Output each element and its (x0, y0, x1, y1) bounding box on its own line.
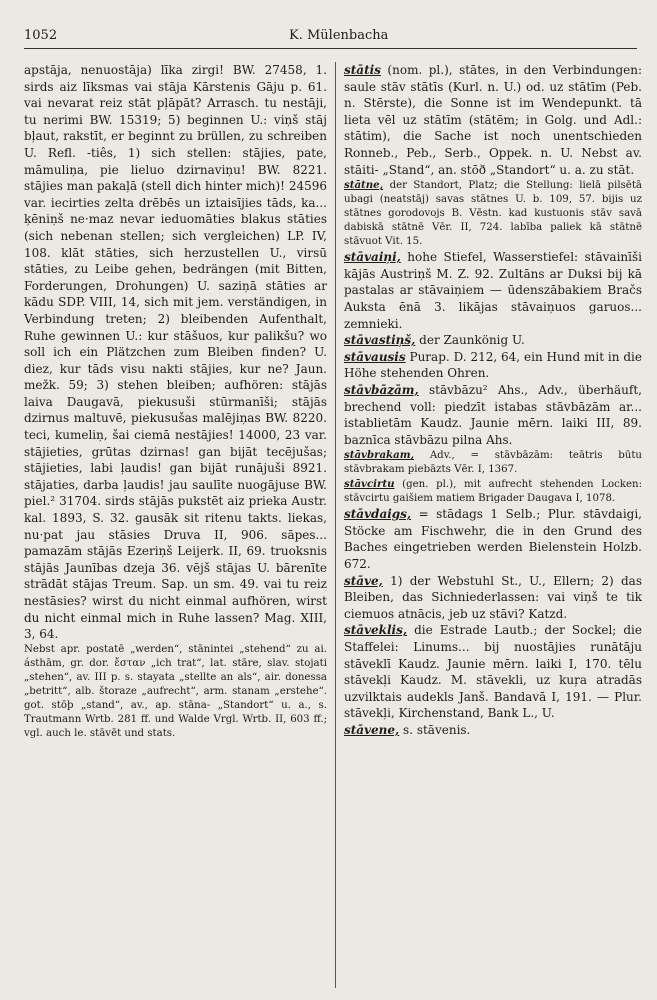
entry-headword: stāvbāzām, (344, 382, 419, 397)
etymology-note: Nebst apr. postatē „werden“, stānintei „stehend“ zu ai. ásthām, gr. dor. ἔσταν „ich trat“, lat. stāre, slav. stojati „stehen“, av. III p. s. stayata „stellte an als“, air. donessa „betritt“, alb. štoraze „aufrecht“, arm. stanam „erstehe“. got. stōþ „stand“, av., ap. stāna- „Standort“ u. a., s. Trautmann Wrtb. 281 ff. und Walde Vrgl. Wrtb. II, 603 ff.; vgl. auch le. stāvēt und stats. (24, 643, 327, 739)
left-column (24, 62, 327, 986)
dictionary-entry (344, 573, 642, 623)
entry-definition: s. stāvenis. (399, 723, 471, 737)
entry-definition: die Estrade Lautb.; der Sockel; die Staffelei: Linums... bij nuostājies runātāju stāveklī Kaudz. Jaunie mērn. laiki I, 170. tēlu stāvekļi Kaudz. M. stāvekli, uz kuŗa atradās uzvilktais audekls Janš. Bandavā I, 191. — Plur. stāvekļi, Kirchenstand, Bank L., U. (344, 623, 642, 721)
entry-definition: der Zaunkönig U. (415, 333, 525, 348)
left-column-text: apstāja, nenuostāja) līka zirgi! BW. 27458, 1. sirds aiz līksmas vai stāja Kārstenis Gāju p. 61. vai nevarat reiz stāt pļāpāt? Arrasch. tu nestāji, tu nerimi BW. 15319; 5) beginnen U.: viņš stāj bļaut, rakstīt, er beginnt zu brüllen, zu schreiben U. Refl. -tiês, 1) sich stellen: stājies, pate, māmuliņa, pie lieluo dzirnaviņu! BW. 8221. stājies man pakaļā (stell dich hinter mich)! 24596 var. iecirties zelta drēbēs un iztaisījies tāds, ka... ķēniņš ne·maz nevar ieduomāties blakus stāties (sich nebenan stellen; sich vergleichen) LP. IV, 108. klāt stāties, sich herzustellen U., virsū stāties, zu Leibe gehen, bedrängen (mit Bitten, Forderungen, Drohungen) U. saziņā stāties ar kādu SDP. VIII, 14, sich mit jem. verständigen, in Verbindung treten; 2) bleibenden Aufenthalt, Ruhe gewinnen U.: kur stāšuos, kur palikšu? wo soll ich ein Plätzchen zum Bleiben finden? U. diez, kur tāds visu nakti stājies, kur ne? Jaun. mežk. 59; 3) stehen bleiben; aufhören: stājās laiva Daugavā, piekusuši stūrmanīši; stājās dzirnus maltuvē, piekusušas malējiņas BW. 8220. teci, kumeliņ, šai ciemā nestājies! 14000, 23 var. stājieties, grūtas dzirnas! gan bijāt tecējušas; stājieties, labi ļaudis! gan bijāt runājuši 8921. stājaties, darba ļaudis! jau saulīte nuogājuse BW. piel.² 31704. sirds stājās pukstēt aiz prieka Austr. kal. 1893, S. 32. gausāk sit ritenu takts. liekas, nu·pat jau stāsies Druva II, 906. sāpes... pamazām stājās Ezeriņš Leijerk. II, 69. truoksnis stājās Jaunības dzeja 36. vējš stājas U. bārenīte strādāt stājas Treum. Sap. un sm. 49. vai tu reiz nestāsies? wirst du nicht einmal aufhören, wirst du nicht einmal mich in Ruhe lassen? Mag. XIII, 3, 64. (24, 63, 327, 642)
entry-headword: stāvdaigs, (344, 507, 412, 522)
dictionary-entry (344, 506, 642, 572)
entry-definition: 1) der Webstuhl St., U., Ellern; 2) das Bleiben, das Sichniederlassen: vai viņš te tik ciemuos atnācis, jeb uz stāvi? Katzd. (344, 573, 642, 621)
running-title: K. Mülenbacha (289, 28, 389, 43)
entry-definition: hohe Stiefel, Wasserstiefel: stāvainīši kājās Austriņš M. Z. 92. Zultāns ar Duksi bij kā pastalas ar stāvaiņiem — ūdenszābakiem Bračs Auksta ēnā 3. likājas stāvaiņuos garuos... zemnieki. (344, 250, 642, 331)
entry-headword: stāvbrakam, (344, 449, 415, 462)
entry-definition: (nom. pl.), stātes, in den Verbindungen: saule stāv stātīs (Kurl. n. U.) od. uz stātīm (Peb. n. Stērste), die Sonne ist im Wendepunkt. tā lieta vēl uz stātīm (stātēm; in Golg. und Adl.: stātim), die Sache ist noch unentschieden Ronneb., Peb., Serb., Oppek. n. U. Nebst av. stāiti- „Stand“, an. stōð „Standort“ u. a. zu stāt. (344, 63, 642, 177)
page-number: 1052 (24, 28, 58, 43)
right-column (344, 62, 642, 986)
entry-headword: stāvaiņi, (344, 250, 401, 265)
dictionary-entry (344, 722, 642, 739)
dictionary-entry (344, 448, 642, 477)
entry-headword: stātne, (344, 179, 384, 192)
dictionary-entry (344, 332, 642, 349)
entry-definition: der Standort, Platz; die Stellung: lielā pilsētā ubagi (neatstāj) savas stātnes U. b. 109, 57. bijis uz stātnes gorodovojs B. Vēstn. kad kustuonis stāv savā dabiskā stātnē Vēr. II, 724. labība paliek kā stātnē stāvuot Vit. 15. (344, 180, 642, 248)
dictionary-entry (344, 382, 642, 448)
entry-definition: stāvbāzu² Ahs., Adv., überhäuft, brechend voll: piedzīt istabas stāvbāzām ar... istablietām Kaudz. Jaunie mērn. laiki III, 89. baznīca stāvbāzu pilna Ahs. (344, 382, 642, 447)
entry-headword: stāvene, (344, 723, 400, 737)
column-divider (335, 62, 336, 988)
dictionary-entry (344, 622, 642, 722)
entry-definition: Purap. D. 212, 64, ein Hund mit in die Höhe stehenden Ohren. (344, 349, 642, 381)
dictionary-entry (344, 249, 642, 332)
page-header (24, 26, 637, 49)
dictionary-entry (344, 349, 642, 382)
dictionary-entry (344, 477, 642, 506)
entry-definition: Adv., = stāvbāzām: teātris būtu stāvbrakam piebāzts Vēr. I, 1367. (344, 450, 642, 476)
entry-definition: (gen. pl.), mit aufrecht stehenden Locken: stāvcirtu gaišiem matiem Brigader Daugava I, 1078. (344, 479, 642, 505)
entry-headword: stāveklis, (344, 623, 408, 638)
entry-headword: stāve, (344, 573, 383, 588)
dictionary-entry (344, 62, 642, 178)
entry-headword: stāvastiņš, (344, 333, 416, 348)
entry-definition: = stādags 1 Selb.; Plur. stāvdaigi, Stöcke am Fischwehr, die in den Grund des Baches eingetrieben werden Bielenstein Holzb. 672. (344, 507, 642, 572)
entry-headword: stāvcirtu (344, 478, 395, 491)
entry-headword: stāvausis (344, 349, 406, 364)
entry-headword: stātis (344, 63, 381, 77)
dictionary-entry (344, 178, 642, 249)
